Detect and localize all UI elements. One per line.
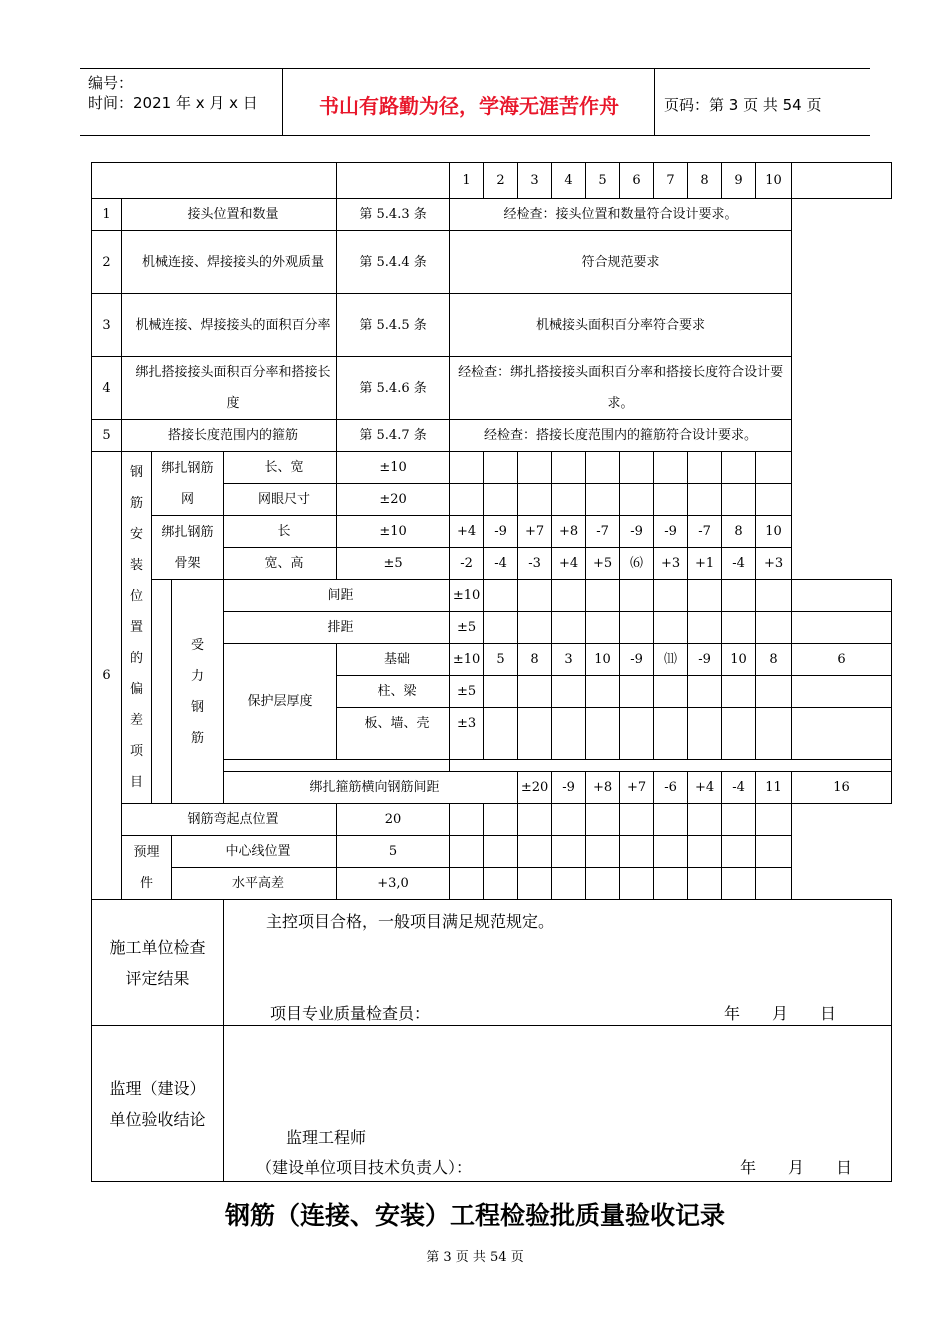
measure-cell bbox=[552, 676, 586, 708]
row-tolerance: ±20 bbox=[337, 484, 450, 516]
measure-cell bbox=[552, 612, 586, 644]
measure-cell bbox=[586, 580, 620, 612]
measure-cell bbox=[620, 580, 654, 612]
row-tolerance: 20 bbox=[337, 804, 450, 836]
measure-cell bbox=[518, 708, 552, 760]
measure-cell bbox=[722, 836, 756, 868]
main-item-row bbox=[92, 294, 892, 357]
measure-cell bbox=[450, 836, 484, 868]
measure-cell: +5 bbox=[586, 548, 620, 580]
header-motto: 书山有路勤为径，学海无涯苦作舟 bbox=[319, 94, 619, 118]
row-item: 板、墙、壳 bbox=[337, 708, 450, 760]
measure-cell bbox=[756, 612, 792, 644]
measure-cell: 8 bbox=[722, 516, 756, 548]
category-label bbox=[122, 452, 152, 804]
measure-cell bbox=[586, 868, 620, 900]
category-text: 钢筋安装位置的偏差项目 bbox=[129, 465, 143, 790]
measure-cell bbox=[552, 836, 586, 868]
supervision-eval-row bbox=[92, 1026, 892, 1182]
measure-cell bbox=[722, 868, 756, 900]
measure-cell bbox=[484, 484, 518, 516]
empty-cell bbox=[792, 836, 892, 868]
cover-label-text: 保护层厚度 bbox=[247, 694, 313, 709]
col-number: 2 bbox=[484, 163, 518, 199]
row-tolerance: 5 bbox=[337, 836, 450, 868]
measure-cell bbox=[620, 868, 654, 900]
cover-label bbox=[224, 644, 337, 760]
row-item: 绑扎箍筋横向钢筋间距 bbox=[224, 772, 518, 804]
measure-cell bbox=[586, 804, 620, 836]
item-name bbox=[122, 231, 337, 294]
measure-cell: -6 bbox=[654, 772, 688, 804]
main-item-row bbox=[92, 231, 892, 294]
empty-cell bbox=[792, 294, 892, 357]
measure-cell: 8 bbox=[518, 644, 552, 676]
measure-cell: 11 bbox=[756, 772, 792, 804]
measure-cell bbox=[722, 580, 756, 612]
measure-cell bbox=[756, 484, 792, 516]
row-item: 网眼尺寸 bbox=[224, 484, 337, 516]
rebar-label bbox=[172, 580, 224, 804]
measure-cell: -3 bbox=[518, 548, 552, 580]
measure-cell bbox=[586, 836, 620, 868]
measure-cell bbox=[586, 676, 620, 708]
blank-header-cell bbox=[792, 163, 892, 199]
row-tolerance: ±3 bbox=[450, 708, 484, 760]
col-number: 8 bbox=[688, 163, 722, 199]
measure-cell bbox=[688, 612, 722, 644]
measure-cell bbox=[586, 452, 620, 484]
item-no: 1 bbox=[92, 199, 122, 231]
measure-cell bbox=[620, 676, 654, 708]
row-tolerance: ±5 bbox=[450, 612, 484, 644]
row-tolerance: ±5 bbox=[337, 548, 450, 580]
empty-cell bbox=[792, 199, 892, 231]
item-name-text: 机械连接、焊接接头的外观质量 bbox=[142, 254, 325, 270]
measure-cell: 5 bbox=[484, 644, 518, 676]
measure-cell bbox=[552, 484, 586, 516]
measure-cell bbox=[518, 676, 552, 708]
col-number: 3 bbox=[518, 163, 552, 199]
main-item-row bbox=[92, 199, 892, 231]
construction-eval-date: 年 月 日 bbox=[724, 1004, 837, 1023]
inspector-label: 项目专业质量检查员： bbox=[270, 1004, 431, 1023]
item-clause: 第 5.4.7 条 bbox=[337, 420, 450, 452]
mesh-label bbox=[152, 452, 224, 516]
measure-cell bbox=[450, 484, 484, 516]
measure-cell bbox=[688, 836, 722, 868]
supervision-eval-body bbox=[224, 1026, 892, 1182]
measure-cell: -9 bbox=[620, 644, 654, 676]
header-divider-2 bbox=[654, 68, 655, 136]
measure-cell: 10 bbox=[722, 644, 756, 676]
measure-cell bbox=[484, 452, 518, 484]
measure-cell: 10 bbox=[586, 644, 620, 676]
measure-cell: -4 bbox=[722, 772, 756, 804]
measure-cell bbox=[484, 676, 518, 708]
item-no: 6 bbox=[92, 452, 122, 900]
measure-cell bbox=[654, 452, 688, 484]
item-name-text: 绑扎搭接接头面积百分率和搭接长度 bbox=[135, 365, 331, 411]
empty-cell bbox=[792, 548, 892, 580]
item-clause: 第 5.4.3 条 bbox=[337, 199, 450, 231]
embed-label-text: 预埋件 bbox=[133, 844, 160, 891]
measure-cell bbox=[688, 868, 722, 900]
deviation-row bbox=[92, 868, 892, 900]
item-no: 4 bbox=[92, 357, 122, 420]
measure-cell bbox=[688, 452, 722, 484]
measure-cell bbox=[688, 580, 722, 612]
measure-cell: -9 bbox=[688, 644, 722, 676]
measure-cell bbox=[792, 676, 892, 708]
supervision-eval-date: 年 月 日 bbox=[740, 1158, 853, 1177]
measure-cell: ⑹ bbox=[620, 548, 654, 580]
col-number: 4 bbox=[552, 163, 586, 199]
measure-cell: +8 bbox=[552, 516, 586, 548]
embed-label bbox=[122, 836, 172, 900]
measure-cell bbox=[654, 708, 688, 760]
row-item: 排距 bbox=[224, 612, 450, 644]
row-item: 长 bbox=[224, 516, 337, 548]
row-item: 柱、梁 bbox=[337, 676, 450, 708]
item-no: 3 bbox=[92, 294, 122, 357]
main-item-row bbox=[92, 420, 892, 452]
measure-cell bbox=[722, 452, 756, 484]
measure-cell bbox=[484, 836, 518, 868]
measure-cell: 6 bbox=[792, 644, 892, 676]
measure-cell: -4 bbox=[484, 548, 518, 580]
header-bottom-rule bbox=[80, 135, 870, 136]
measure-cell: -9 bbox=[654, 516, 688, 548]
row-item: 宽、高 bbox=[224, 548, 337, 580]
measure-cell: 10 bbox=[756, 516, 792, 548]
measure-cell bbox=[586, 484, 620, 516]
empty-cell bbox=[792, 357, 892, 420]
item-result: 经检查：接头位置和数量符合设计要求。 bbox=[450, 199, 792, 231]
spacer-cell bbox=[450, 760, 892, 772]
supervision-eval-label-text: 监理（建设）单位验收结论 bbox=[109, 1078, 206, 1129]
header-top-rule bbox=[80, 68, 870, 69]
left-gap-cell bbox=[152, 580, 172, 804]
row-tolerance: ±20 bbox=[518, 772, 552, 804]
empty-cell bbox=[792, 231, 892, 294]
blank-header-cell bbox=[92, 163, 337, 199]
measure-cell bbox=[654, 804, 688, 836]
header-number: 编号： bbox=[88, 74, 134, 92]
row-tolerance: +3,0 bbox=[337, 868, 450, 900]
measure-cell: -7 bbox=[688, 516, 722, 548]
measure-cell bbox=[688, 676, 722, 708]
row-item: 中心线位置 bbox=[172, 836, 337, 868]
mesh-label-text: 绑扎钢筋网 bbox=[161, 460, 214, 507]
measure-cell bbox=[792, 580, 892, 612]
measure-cell bbox=[688, 708, 722, 760]
empty-cell bbox=[792, 516, 892, 548]
measure-cell bbox=[756, 804, 792, 836]
measure-cell bbox=[792, 612, 892, 644]
measure-cell bbox=[518, 868, 552, 900]
cage-label-text: 绑扎钢筋骨架 bbox=[161, 524, 214, 571]
empty-cell bbox=[792, 420, 892, 452]
measure-cell bbox=[586, 708, 620, 760]
col-number: 10 bbox=[756, 163, 792, 199]
engineer-label: 监理工程师 bbox=[286, 1128, 367, 1147]
measure-cell: +3 bbox=[756, 548, 792, 580]
deviation-row bbox=[92, 452, 892, 484]
rebar-label-text: 受力钢筋 bbox=[190, 637, 204, 746]
measure-cell: +8 bbox=[586, 772, 620, 804]
measure-cell bbox=[484, 612, 518, 644]
measure-cell bbox=[552, 580, 586, 612]
measure-cell: +4 bbox=[450, 516, 484, 548]
empty-cell bbox=[792, 484, 892, 516]
col-number: 9 bbox=[722, 163, 756, 199]
measure-cell bbox=[552, 804, 586, 836]
measure-cell bbox=[552, 868, 586, 900]
measure-cell bbox=[484, 580, 518, 612]
item-clause: 第 5.4.5 条 bbox=[337, 294, 450, 357]
measure-cell bbox=[586, 612, 620, 644]
item-name bbox=[122, 294, 337, 357]
deviation-row bbox=[92, 836, 892, 868]
spacer-cell bbox=[224, 760, 450, 772]
measure-cell: +1 bbox=[688, 548, 722, 580]
measure-cell bbox=[688, 804, 722, 836]
construction-eval-label bbox=[92, 900, 224, 1026]
measure-cell bbox=[756, 868, 792, 900]
measure-cell bbox=[654, 676, 688, 708]
measure-cell: ⑾ bbox=[654, 644, 688, 676]
owner-rep-label: （建设单位项目技术负责人）： bbox=[256, 1158, 473, 1177]
item-result bbox=[450, 357, 792, 420]
measure-cell bbox=[620, 804, 654, 836]
measure-cell bbox=[620, 708, 654, 760]
measure-cell bbox=[620, 452, 654, 484]
inspection-table bbox=[91, 162, 892, 1182]
construction-eval-label-text: 施工单位检查评定结果 bbox=[109, 937, 206, 988]
measure-cell bbox=[722, 708, 756, 760]
measure-cell: -9 bbox=[552, 772, 586, 804]
row-tolerance: ±10 bbox=[450, 580, 484, 612]
measure-cell bbox=[722, 676, 756, 708]
measure-cell: 8 bbox=[756, 644, 792, 676]
item-no: 2 bbox=[92, 231, 122, 294]
measure-cell bbox=[620, 836, 654, 868]
measure-cell bbox=[654, 580, 688, 612]
measure-cell bbox=[654, 612, 688, 644]
measure-cell bbox=[756, 708, 792, 760]
row-item: 水平高差 bbox=[172, 868, 337, 900]
empty-cell bbox=[792, 804, 892, 836]
measure-cell: +4 bbox=[552, 548, 586, 580]
empty-cell bbox=[792, 868, 892, 900]
deviation-row bbox=[92, 804, 892, 836]
measure-cell bbox=[518, 452, 552, 484]
row-tolerance: ±10 bbox=[337, 452, 450, 484]
measure-cell bbox=[450, 868, 484, 900]
measure-cell bbox=[688, 484, 722, 516]
measure-cell bbox=[792, 708, 892, 760]
supervision-eval-label bbox=[92, 1026, 224, 1182]
measure-cell: +3 bbox=[654, 548, 688, 580]
measure-cell bbox=[756, 580, 792, 612]
measure-cell bbox=[552, 452, 586, 484]
construction-eval-text: 主控项目合格，一般项目满足规范规定。 bbox=[266, 912, 555, 931]
measure-cell: -4 bbox=[722, 548, 756, 580]
measure-cell bbox=[620, 612, 654, 644]
measure-cell bbox=[756, 836, 792, 868]
measure-cell bbox=[484, 804, 518, 836]
measure-cell bbox=[484, 868, 518, 900]
measure-cell bbox=[654, 868, 688, 900]
item-name: 搭接长度范围内的箍筋 bbox=[122, 420, 337, 452]
measure-cell bbox=[518, 612, 552, 644]
measure-cell bbox=[654, 484, 688, 516]
page-footer: 第 3 页 共 54 页 bbox=[426, 1250, 524, 1265]
col-number: 5 bbox=[586, 163, 620, 199]
header-page-info: 页码：第 3 页 共 54 页 bbox=[664, 96, 822, 114]
item-result: 经检查：搭接长度范围内的箍筋符合设计要求。 bbox=[450, 420, 792, 452]
column-number-row bbox=[92, 163, 892, 199]
measure-cell: -2 bbox=[450, 548, 484, 580]
document-title: 钢筋（连接、安装）工程检验批质量验收记录 bbox=[224, 1201, 725, 1230]
item-clause: 第 5.4.6 条 bbox=[337, 357, 450, 420]
cage-label bbox=[152, 516, 224, 580]
measure-cell: -9 bbox=[620, 516, 654, 548]
measure-cell bbox=[450, 452, 484, 484]
blank-header-cell bbox=[337, 163, 450, 199]
measure-cell bbox=[450, 804, 484, 836]
col-number: 7 bbox=[654, 163, 688, 199]
construction-eval-body bbox=[224, 900, 892, 1026]
header-time: 时间：2021 年 x 月 x 日 bbox=[88, 94, 258, 112]
measure-cell: 16 bbox=[792, 772, 892, 804]
measure-cell: +7 bbox=[620, 772, 654, 804]
item-result-text: 经检查：绑扎搭接接头面积百分率和搭接长度符合设计要求。 bbox=[458, 365, 784, 411]
measure-cell bbox=[518, 580, 552, 612]
measure-cell bbox=[756, 452, 792, 484]
item-result: 机械接头面积百分率符合要求 bbox=[450, 294, 792, 357]
measure-cell: +7 bbox=[518, 516, 552, 548]
measure-cell: -9 bbox=[484, 516, 518, 548]
measure-cell: +4 bbox=[688, 772, 722, 804]
measure-cell bbox=[722, 804, 756, 836]
row-item: 基础 bbox=[337, 644, 450, 676]
col-number: 6 bbox=[620, 163, 654, 199]
measure-cell: 3 bbox=[552, 644, 586, 676]
measure-cell bbox=[756, 676, 792, 708]
item-name bbox=[122, 357, 337, 420]
row-tolerance: ±10 bbox=[450, 644, 484, 676]
row-tolerance: ±10 bbox=[337, 516, 450, 548]
measure-cell bbox=[518, 804, 552, 836]
measure-cell bbox=[620, 484, 654, 516]
measure-cell bbox=[518, 484, 552, 516]
deviation-row bbox=[92, 580, 892, 612]
measure-cell bbox=[552, 708, 586, 760]
item-name-text: 机械连接、焊接接头的面积百分率 bbox=[135, 317, 331, 333]
row-item: 间距 bbox=[224, 580, 450, 612]
construction-eval-row bbox=[92, 900, 892, 1026]
row-item: 长、宽 bbox=[224, 452, 337, 484]
item-name: 接头位置和数量 bbox=[122, 199, 337, 231]
measure-cell bbox=[484, 708, 518, 760]
item-no: 5 bbox=[92, 420, 122, 452]
measure-cell bbox=[518, 836, 552, 868]
deviation-row bbox=[92, 516, 892, 548]
row-tolerance: ±5 bbox=[450, 676, 484, 708]
empty-cell bbox=[792, 452, 892, 484]
item-result: 符合规范要求 bbox=[450, 231, 792, 294]
measure-cell: -7 bbox=[586, 516, 620, 548]
row-item: 钢筋弯起点位置 bbox=[122, 804, 337, 836]
main-item-row bbox=[92, 357, 892, 420]
item-clause: 第 5.4.4 条 bbox=[337, 231, 450, 294]
measure-cell bbox=[722, 612, 756, 644]
measure-cell bbox=[722, 484, 756, 516]
measure-cell bbox=[654, 836, 688, 868]
header-divider-1 bbox=[282, 68, 283, 136]
col-number: 1 bbox=[450, 163, 484, 199]
